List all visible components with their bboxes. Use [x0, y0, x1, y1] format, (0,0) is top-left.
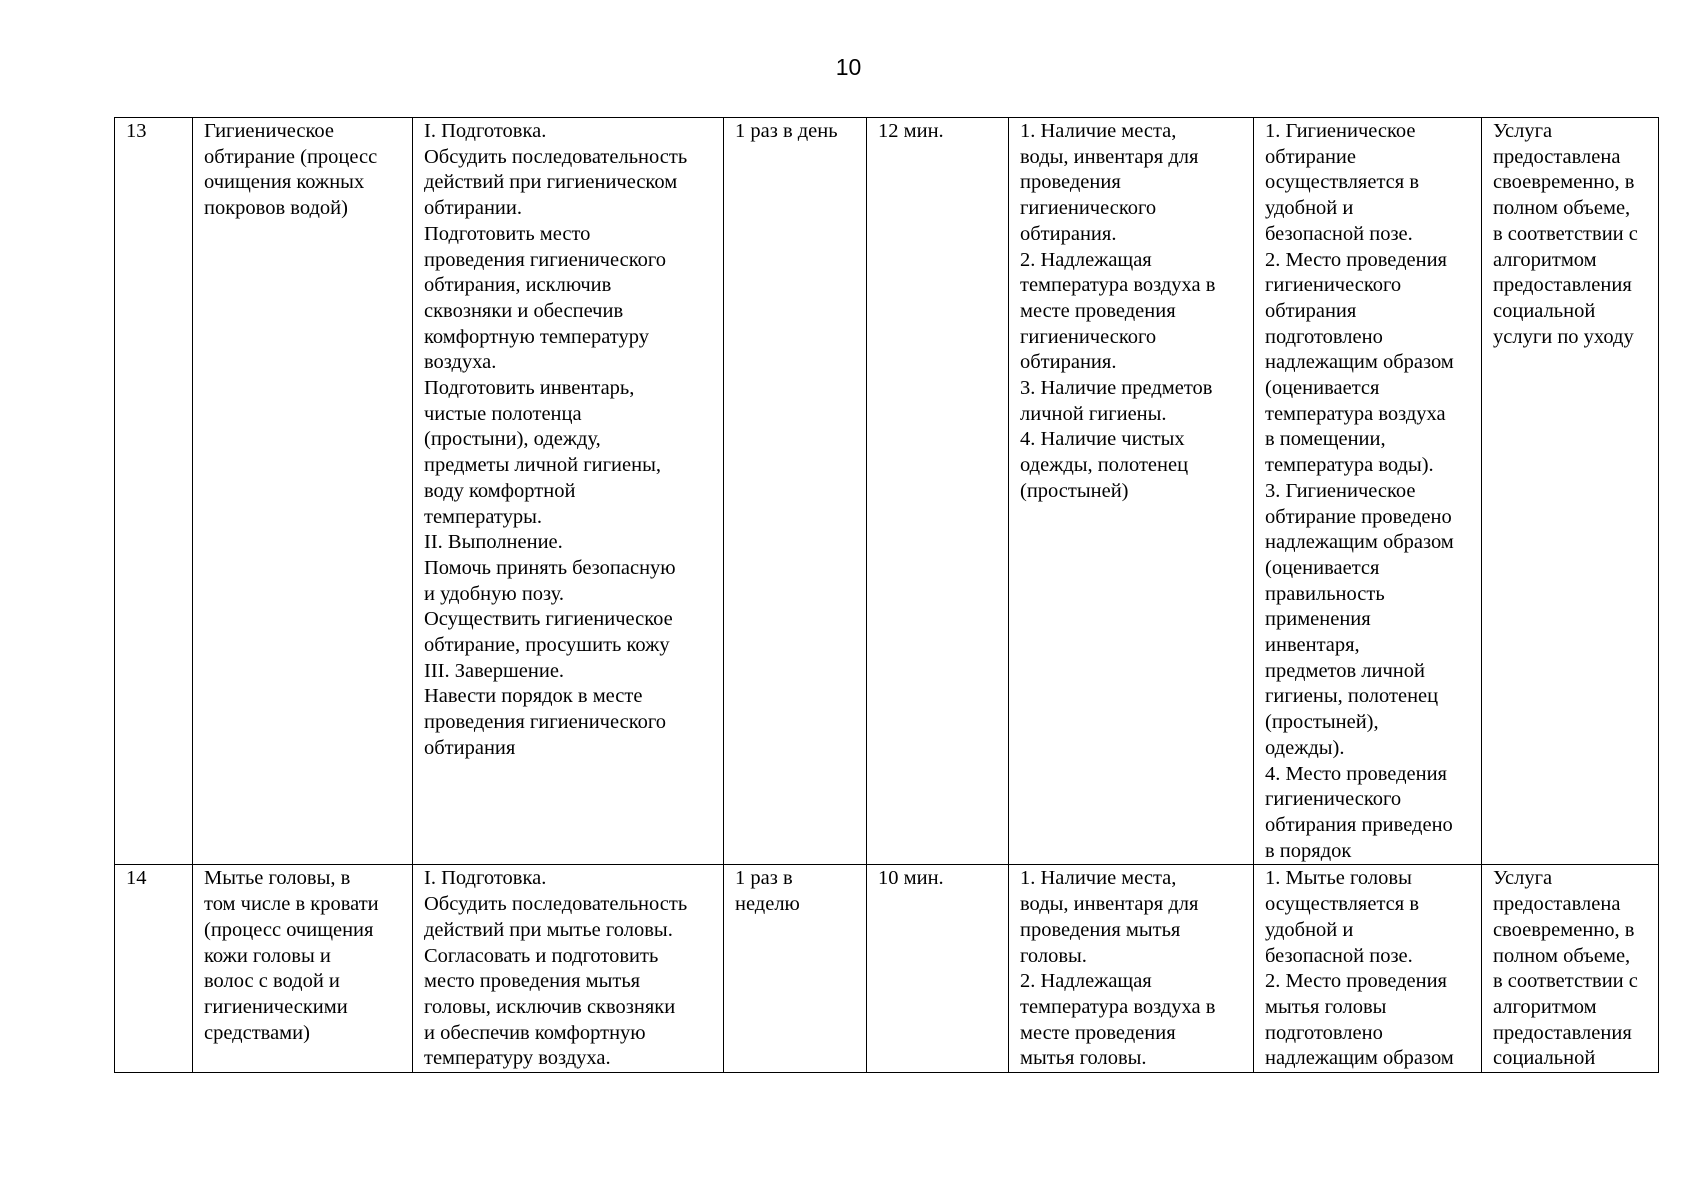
row-number-cell: 13 [115, 118, 193, 865]
duration-cell: 12 мин. [867, 118, 1009, 865]
result-cell: Услуга предоставлена своевременно, в полном объеме, в соответствии с алгоритмом предоставления социальной [1482, 865, 1659, 1073]
quality-indicators-cell: 1. Гигиеническое обтирание осуществляется в удобной и безопасной позе. 2. Место проведения гигиенического обтирания подготовлено надлежащим образом (оценивается температура воздуха в помещении, температура воды). 3. Гигиеническое обтирание проведено надлежащим образом (оценивается правильность применения инвентаря, предметов личной гигиены, полотенец (простыней), одежды). 4. Место проведения гигиенического обтирания приведено в порядок [1254, 118, 1482, 865]
service-name-cell: Мытье головы, в том числе в кровати (процесс очищения кожи головы и волос с водой и гигиеническими средствами) [193, 865, 413, 1073]
frequency-cell: 1 раз в день [724, 118, 867, 865]
conditions-cell: 1. Наличие места, воды, инвентаря для проведения гигиенического обтирания. 2. Надлежащая температура воздуха в месте проведения гигиенического обтирания. 3. Наличие предметов личной гигиены. 4. Наличие чистых одежды, полотенец (простыней) [1009, 118, 1254, 865]
page-number: 10 [835, 54, 862, 80]
row-number-cell: 14 [115, 865, 193, 1073]
table-row [115, 118, 1659, 865]
conditions-cell: 1. Наличие места, воды, инвентаря для проведения мытья головы. 2. Надлежащая температура воздуха в месте проведения мытья головы. [1009, 865, 1254, 1073]
table-row [115, 865, 1659, 1073]
service-content-cell: I. Подготовка. Обсудить последовательность действий при гигиеническом обтирании. Подготовить место проведения гигиенического обтирания, исключив сквозняки и обеспечив комфортную температуру воздуха. Подготовить инвентарь, чистые полотенца (простыни), одежду, предметы личной гигиены, воду комфортной температуры. II. Выполнение. Помочь принять безопасную и удобную позу. Осуществить гигиеническое обтирание, просушить кожу III. Завершение. Навести порядок в месте проведения гигиенического обтирания [413, 118, 724, 865]
quality-indicators-cell: 1. Мытье головы осуществляется в удобной и безопасной позе. 2. Место проведения мытья головы подготовлено надлежащим образом [1254, 865, 1482, 1073]
service-content-cell: I. Подготовка. Обсудить последовательность действий при мытье головы. Согласовать и подготовить место проведения мытья головы, исключив сквозняки и обеспечив комфортную температуру воздуха. [413, 865, 724, 1073]
result-cell: Услуга предоставлена своевременно, в полном объеме, в соответствии с алгоритмом предоставления социальной услуги по уходу [1482, 118, 1659, 865]
frequency-cell: 1 раз в неделю [724, 865, 867, 1073]
services-table [114, 117, 1659, 1073]
service-name-cell: Гигиеническое обтирание (процесс очищения кожных покровов водой) [193, 118, 413, 865]
duration-cell: 10 мин. [867, 865, 1009, 1073]
